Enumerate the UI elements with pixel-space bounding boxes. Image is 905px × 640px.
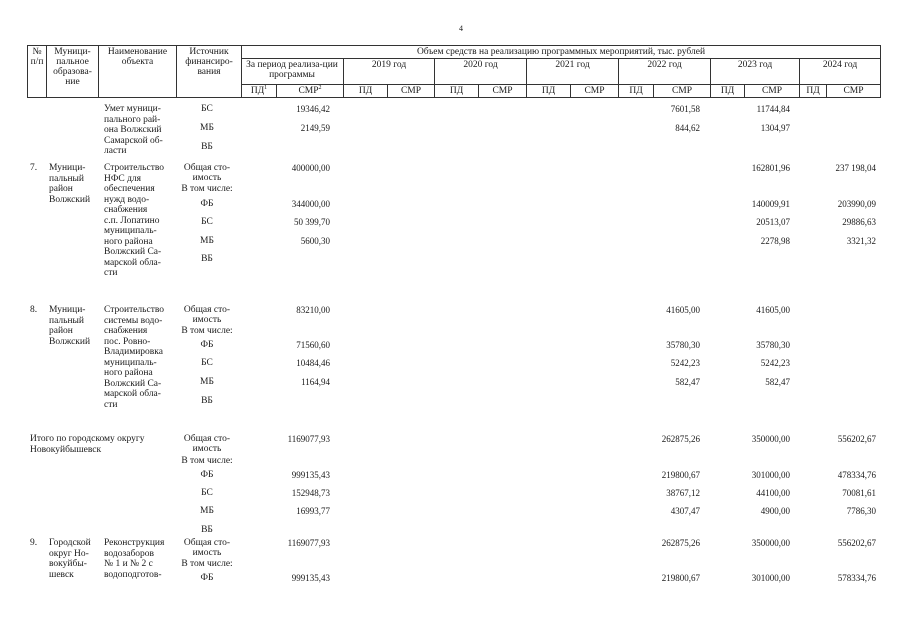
value-2024: 556202,67 [837,538,876,548]
header-pd: ПД [449,86,464,96]
value-2022: 219800,67 [661,470,700,480]
object-name: Строительство НФС для обеспечения нужд водо- снабжения с.п. Лопатино муниципаль- ного района Волжский Са- марской обла- сти [104,163,165,278]
source-label: Общая сто- [183,305,231,315]
source-label: В том числе: [181,326,233,336]
header-smr: СМР [584,86,605,96]
source-label: В том числе: [181,456,233,466]
total-value: 1169077,93 [287,538,330,548]
source-label: БС [201,104,213,114]
header-smr: СМР [400,86,422,96]
header-pd-total: $ПД^1$ [250,84,268,96]
source-label: МБ [200,506,214,516]
header-object-name: Наименование объекта [107,47,168,67]
total-value: 50 399,70 [294,217,330,227]
value-2022: 4307,47 [670,506,700,516]
source-label: имость [192,173,222,183]
header-year-2020: 2020 год [463,60,498,70]
total-value: 16993,77 [296,506,330,516]
object-name: Реконструкция водозаборов № 1 и № 2 с водоподготов- [104,538,165,580]
header-pd: ПД [629,86,643,96]
value-2023: 41605,00 [756,305,790,315]
header-municipality: Муници-пальное образова-ние [53,47,92,87]
header-pd: ПД [720,86,735,96]
header-sub-line [241,84,881,85]
source-label: ФБ [200,340,214,350]
header-pd: ПД [358,86,373,96]
source-label: МБ [200,123,214,133]
value-2023: 11744,84 [756,104,790,114]
source-label: В том числе: [181,184,233,194]
total-value: 1164,94 [301,377,330,387]
page-number: 4 [459,24,463,33]
header-source: Источник финансиро-вания [185,47,233,77]
total-value: 999135,43 [291,573,330,583]
row-number: 7. [30,163,38,173]
value-2024: 3321,32 [846,236,876,246]
source-label: Общая сто- [183,538,231,548]
source-label: имость [192,444,222,454]
header-period-total: За период реализа-ции программы [246,60,338,80]
total-value: 344000,00 [291,199,330,209]
source-label: В том числе: [181,559,233,569]
header-year-2023: 2023 год [737,60,773,70]
value-2022: 7601,58 [670,104,700,114]
source-label: БС [201,488,213,498]
header-smr: СМР [761,86,783,96]
object-name: Умет муници- пального рай- она Волжский Самарской об- ласти [104,104,163,156]
value-2023: 301000,00 [751,573,790,583]
value-2023: 162801,96 [751,163,790,173]
total-value: 71560,60 [296,340,330,350]
value-2023: 582,47 [765,377,790,387]
value-2023: 20513,07 [756,217,790,227]
header-bottom-line [27,97,881,98]
header-vline [880,45,881,97]
header-num: № п/п [30,47,44,67]
source-label: ВБ [201,525,213,535]
value-2023: 1304,97 [760,123,790,133]
value-2023: 2278,98 [760,236,790,246]
value-2022: 262875,26 [661,434,700,444]
total-value: 10484,46 [296,358,330,368]
value-2024: 203990,09 [837,199,876,209]
value-2024: 478334,76 [837,470,876,480]
value-2023: 4900,00 [760,506,790,516]
value-2024: 556202,67 [837,434,876,444]
total-value: 83210,00 [296,305,330,315]
total-value: 1169077,93 [287,434,330,444]
value-2024: 237 198,04 [835,163,876,173]
total-value: 400000,00 [291,163,330,173]
value-2023: 140009,91 [751,199,790,209]
source-label: МБ [200,236,214,246]
total-value: 2149,59 [300,123,330,133]
row-number: 8. [30,305,38,315]
value-2023: 5242,23 [760,358,790,368]
value-2022: 41605,00 [666,305,700,315]
object-name: Строительство системы водо- снабжения пос. Ровно- Владимировка муниципаль- ного района Волжский Са- марской обла- сти [104,305,165,410]
header-pd: ПД [806,86,820,96]
value-2022: 5242,23 [670,358,700,368]
source-label: ВБ [201,254,213,264]
value-2022: 219800,67 [661,573,700,583]
total-value: 5600,30 [300,236,330,246]
total-value: 152948,73 [291,488,330,498]
value-2023: 350000,00 [751,434,790,444]
value-2024: 7786,30 [846,506,876,516]
source-label: ФБ [200,573,214,583]
source-label: ФБ [200,199,214,209]
value-2023: 350000,00 [751,538,790,548]
header-smr: СМР [843,86,864,96]
header-year-2021: 2021 год [555,60,590,70]
value-2022: 262875,26 [661,538,700,548]
source-label: ФБ [200,470,214,480]
value-2023: 301000,00 [751,470,790,480]
header-smr: СМР [671,86,693,96]
source-label: имость [192,315,222,325]
header-year-2024: 2024 год [822,60,858,70]
header-smr-total: СМР$^2$ [298,84,322,96]
value-2022: 582,47 [675,377,700,387]
header-year-2022: 2022 год [647,60,682,70]
value-2022: 38767,12 [666,488,700,498]
row-number: 9. [30,538,38,548]
subtotal-label: Итого по городскому округу Новокуйбышевск [30,434,145,455]
value-2022: 844,62 [675,123,700,133]
source-label: МБ [200,377,214,387]
source-label: БС [201,358,213,368]
municipality: Городской округ Но- вокуйбы- шевск [49,538,91,580]
header-year-2019: 2019 год [371,60,407,70]
header-pd: ПД [541,86,556,96]
value-2024: 70081,61 [842,488,876,498]
header-top-line [27,45,881,46]
source-label: ВБ [201,142,213,152]
source-label: ВБ [201,396,213,406]
header-group-title: Объем средств на реализацию программных мероприятий, тыс. рублей [416,47,706,57]
header-smr: СМР [492,86,513,96]
municipality: Муници- пальный район Волжский [49,305,91,347]
source-label: имость [192,548,222,558]
total-value: 19346,42 [296,104,330,114]
source-label: Общая сто- [183,163,231,173]
header-mid-line [241,58,881,59]
value-2023: 35780,30 [756,340,790,350]
source-label: Общая сто- [183,434,231,444]
value-2022: 35780,30 [666,340,700,350]
municipality: Муници- пальный район Волжский [49,163,91,205]
value-2023: 44100,00 [756,488,790,498]
source-label: БС [201,217,213,227]
value-2024: 578334,76 [837,573,876,583]
total-value: 999135,43 [291,470,330,480]
value-2024: 29886,63 [842,217,876,227]
